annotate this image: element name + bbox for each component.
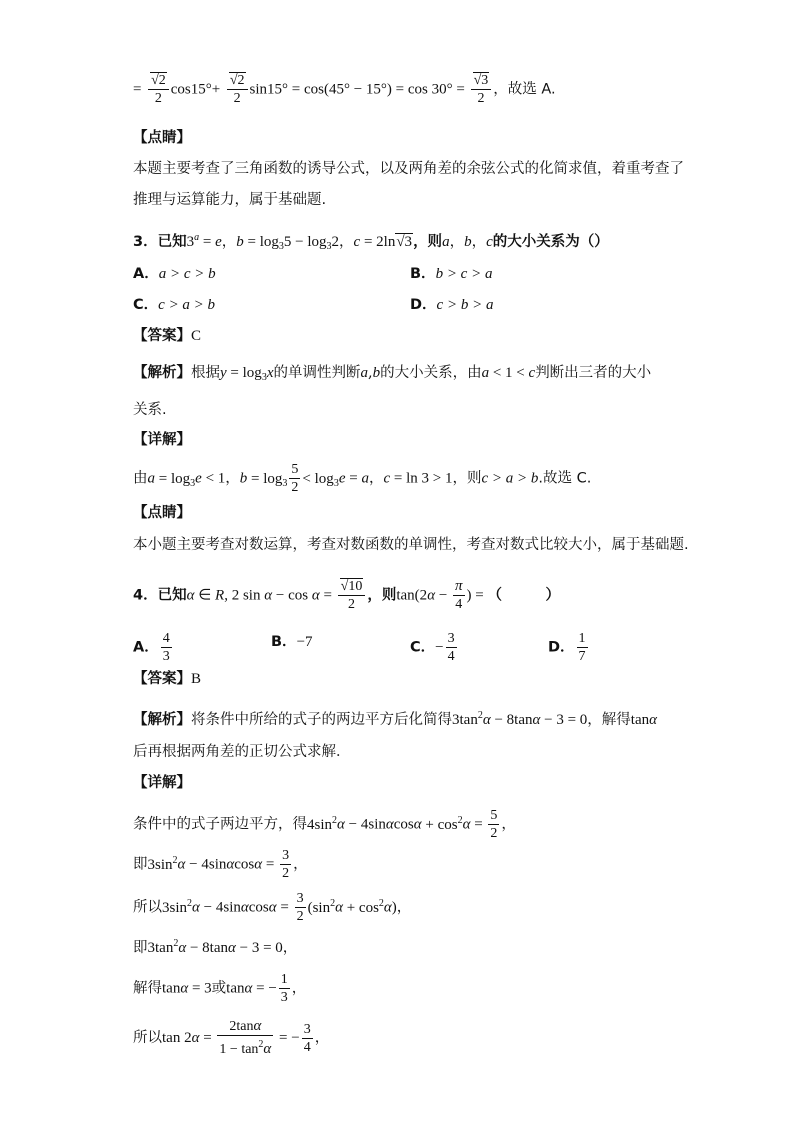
q4-detail-4: 即$3\tan^2\alpha - 8\tan\alpha - 3 = 0$，	[133, 938, 298, 956]
q4-detail-5: 解得tanα = 3或tanα = − $\frac{1}{3}$ ，	[133, 972, 307, 1005]
q3-detail: 由$a = \log_3e < 1$，$b = \log_3$ $\frac{5}{2}$ < $\log_3e = a$，c = ln 3 > 1，则c > a > b.故选 C.	[133, 462, 592, 495]
q3-jiexi: 【解析】根据$y = \log_3x$的单调性判断a,b的大小关系，由a < 1 < c判断出三者的大小	[133, 365, 652, 383]
q3-option-a: A．a > c > b	[133, 266, 216, 282]
q3-option-c: C．c > a > b	[133, 297, 216, 313]
q4-detail-3: 所以$3\sin^2\alpha - 4\sin\alpha\cos\alpha$ = $\frac{3}{2}$ $(\sin^2\alpha + \cos^2\alpha)$，	[133, 891, 412, 924]
q4-detail-2: 即$3\sin^2\alpha - 4\sin\alpha\cos\alpha$ = $\frac{3}{2}$ ，	[133, 848, 308, 881]
q4-jiexi: 【解析】将条件中所给的式子的两边平方后化简得$3\tan^2\alpha - 8\tan\alpha - 3 = 0$，解得tanα	[133, 710, 657, 728]
q3-answer: 【答案】C	[133, 328, 202, 344]
q4-option-c: C．− $\frac{3}{4}$	[410, 631, 455, 664]
q3-option-b: B．b > c > a	[410, 266, 493, 282]
question-3-stem: 3．已知$3^a = e$，$b = \log_35 - \log_32$，c = 2ln√3，则a，b，c的大小关系为（）	[133, 232, 609, 252]
q3-dianjing-text: 本小题主要考查对数运算，考查对数函数的单调性，考查对数式比较大小，属于基础题.	[133, 537, 689, 553]
q4-detail-6: 所以tan 2α = $\frac{2\tan\alpha}{1 - \tan^2\alpha}$ = − $\frac{3}{4}$ ，	[133, 1018, 330, 1057]
dianjing-heading: 【点睛】	[133, 130, 191, 146]
q4-detail-1: 条件中的式子两边平方，得$4\sin^2\alpha - 4\sin\alpha\cos\alpha + \cos^2\alpha$ = $\frac{5}{2}$ ，	[133, 808, 516, 841]
q4-jiexi-cont: 后再根据两角差的正切公式求解．	[133, 744, 351, 760]
q3-dianjing-heading: 【点睛】	[133, 505, 191, 521]
q4-xiangjie-heading: 【详解】	[133, 775, 191, 791]
formula-continuation: = $\frac{√2}{2}$ cos15°+ $\frac{√2}{2}$ sin15° = cos(45° − 15°) = cos 30° = $\frac{√3}{2}$ ，故选 A.	[133, 73, 556, 106]
q3-jiexi-cont: 关系.	[133, 402, 167, 418]
q4-option-d: D． $\frac{1}{7}$	[548, 631, 586, 664]
q3-xiangjie-heading: 【详解】	[133, 432, 191, 448]
q4-option-b: B．−7	[271, 634, 313, 650]
question-4-stem: 4．已知α ∈ R, 2 sin α − cos α = $\frac{√10}{2}$ ，则tan(2α − $\frac{\pi}{4}$ ) = （ ）	[133, 578, 561, 612]
q3-option-d: D．c > b > a	[410, 297, 494, 313]
dianjing-text-1: 本题主要考查了三角函数的诱导公式，以及两角差的余弦公式的化简求值，着重考查了	[133, 161, 684, 177]
q4-answer: 【答案】B	[133, 671, 202, 687]
q4-option-a: A． $\frac{4}{3}$	[133, 631, 170, 664]
choose-a-text: ，故选 A.	[493, 81, 556, 98]
dianjing-text-2: 推理与运算能力，属于基础题.	[133, 192, 327, 208]
